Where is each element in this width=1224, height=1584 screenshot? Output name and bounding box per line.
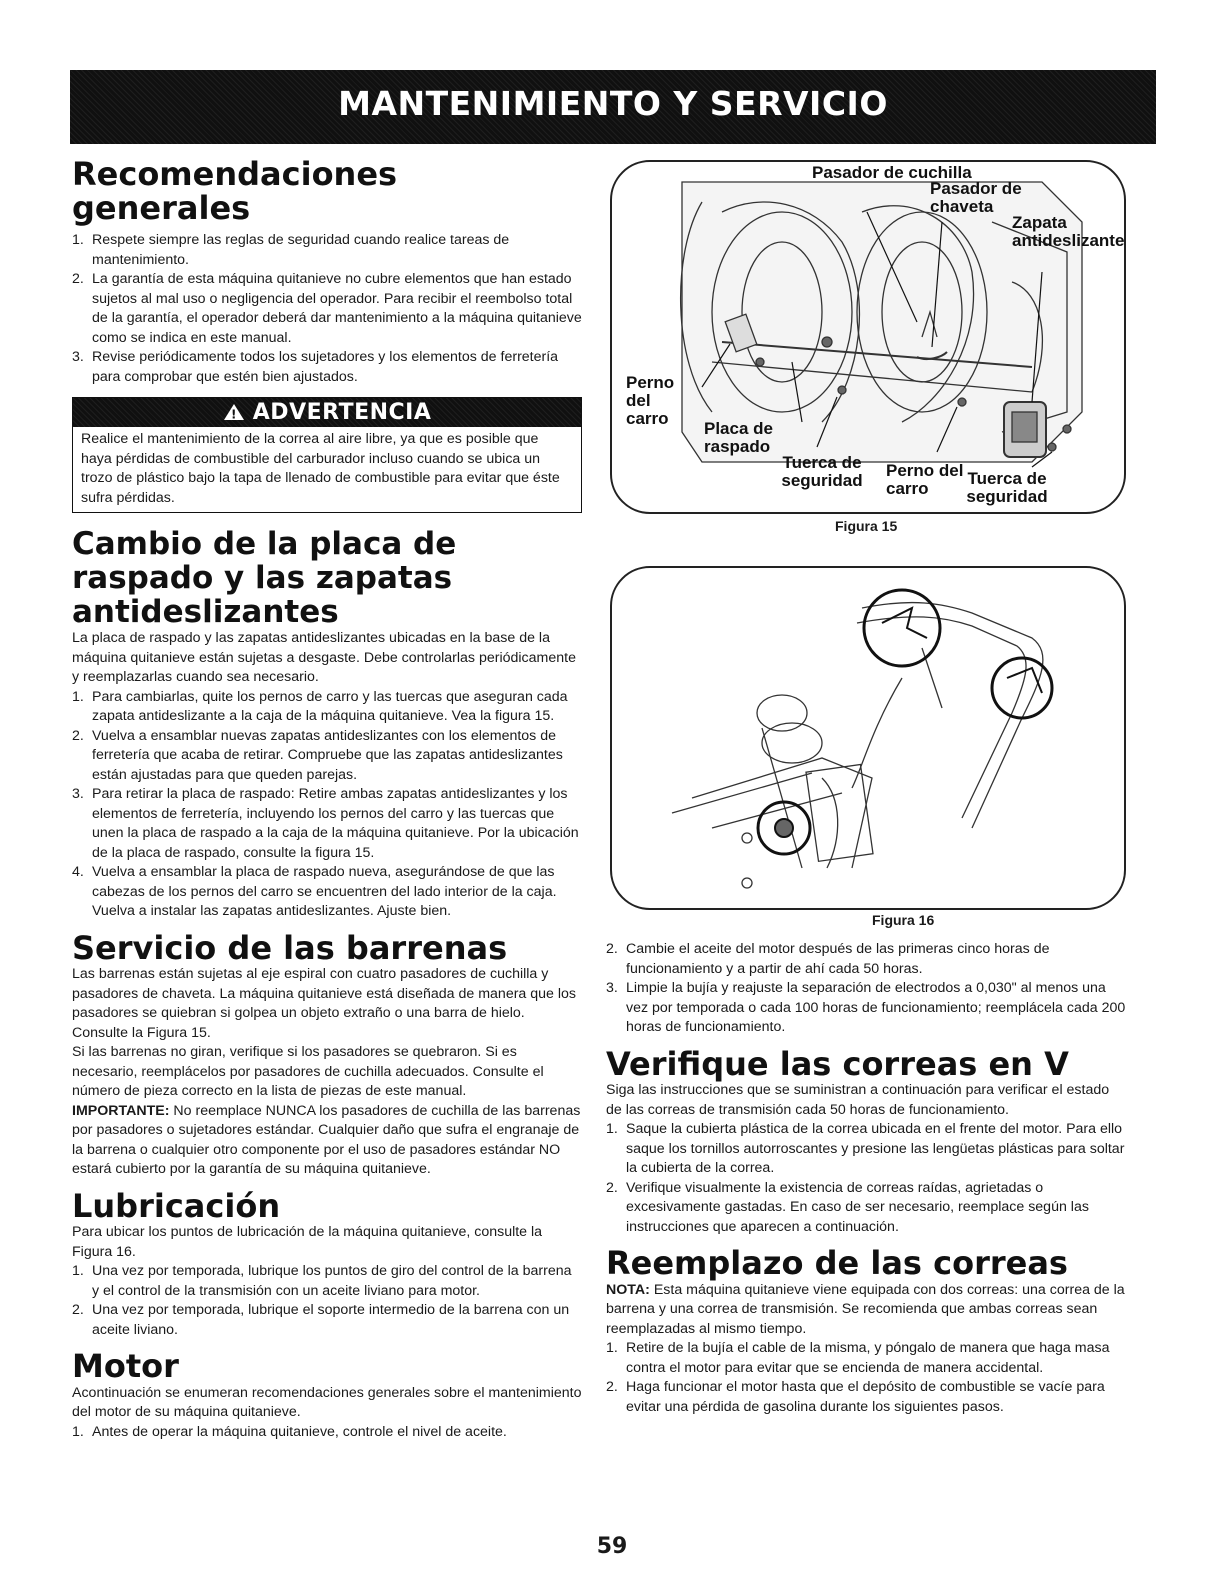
replace-title: Reemplazo de las correas [606,1244,1068,1283]
right-column [606,940,1126,1417]
lubrication-intro: Para ubicar los puntos de lubricación de la máquina quitanieve, consulte la Figura 16. [72,1224,543,1260]
lubrication-points-illustration [612,568,1124,908]
vbelts-list [606,1120,1126,1237]
label-cotter-pin: Pasador de chaveta [930,179,1022,216]
general-list [72,231,582,387]
warning-box [72,397,582,513]
augers-p1: Las barrenas están sujetas al eje espiral con cuatro pasadores de cuchilla y pasadores de chaveta. La máquina quitanieve está diseñada de manera que los pasadores se quiebran si golpea un objeto extraño o una barra de hielo. Consulte la Figura 15. [72,966,577,1041]
list-item: 2. Una vez por temporada, lubrique el soporte intermedio de la barrena con un aceite liviano. [72,1302,570,1338]
list-item: 3. Revise periódicamente todos los sujetadores y los elementos de ferretería para comprobar que estén bien ajustados. [72,349,559,385]
scraper-intro: La placa de raspado y las zapatas antideslizantes ubicadas en la base de la máquina quitanieve están sujetas a desgaste. Debe controlarlas periódicamente y reemplazarlas cuando sea necesario. [72,630,576,686]
label-shear-pin: Pasador de cuchilla [812,163,972,182]
scraper-title: Cambio de la placa de raspado y las zapatas antideslizantes [72,526,457,631]
section-banner [70,70,1156,144]
figure-16 [610,566,1126,910]
label-lock-nut-left: Tuerca de seguridad [781,453,863,490]
lubrication-list [72,1262,582,1340]
general-title: Recomendaciones generales [72,155,398,227]
list-item: 4. Vuelva a ensamblar la placa de raspado nueva, asegurándose de que las cabezas de los pernos del carro se encuentren del lado interior de la caja. Vuelva a instalar las zapatas antideslizantes. Ajuste bien. [72,864,557,920]
label-skid-shoe: Zapata antideslizante [1012,213,1125,250]
warning-text: Realice el mantenimiento de la correa al aire libre, ya que es posible que haya pérdidas de combustible del carburador incluso cuando se ubica un trozo de plástico bajo la tapa de llenado de combustible para evitar que éste sufra pérdidas. [81,431,560,506]
list-item: 1. Para cambiarlas, quite los pernos de carro y las tuercas que aseguran cada zapata antideslizante a la caja de la máquina quitanieve. Vea la figura 15. [72,688,568,725]
list-item: 2. Vuelva a ensamblar nuevas zapatas antideslizantes con los elementos de ferretería que acaba de retirar. Compruebe que las zapatas antideslizantes están ajustadas para que queden parejas. [72,727,563,783]
label-carriage-bolt-left: Perno del carro [626,373,675,428]
list-item: 1. Antes de operar la máquina quitanieve, controle el nivel de aceite. [72,1423,507,1440]
vbelts-intro: Siga las instrucciones que se suministran a continuación para verificar el estado de las correas de transmisión cada 50 horas de funcionamiento. [606,1082,1110,1118]
replace-list [606,1339,1126,1417]
label-scraper-plate: Placa de raspado [704,419,773,456]
figure-15-caption: Figura 15 [835,518,898,534]
replace-note: NOTA: Esta máquina quitanieve viene equipada con dos correas: una correa de la barrena y una correa de transmisión. Se recomienda que ambas correas sean reemplazadas al mismo tiempo. [606,1281,1125,1337]
list-item: 3. Para retirar la placa de raspado: Retire ambas zapatas antideslizantes y los elementos de ferretería, incluyendo los pernos del carro y las tuercas que unen la placa de raspado a la caja de la máquina quitanieve. Por la ubicación de la placa de raspado, consulte la figura 15. [72,786,579,861]
list-item: 2. Haga funcionar el motor hasta que el depósito de combustible se vacíe para evitar una pérdida de gasolina durante los siguientes pasos. [606,1379,1105,1415]
list-item: 2. Verifique visualmente la existencia de correas raídas, agrietadas o excesivamente gastadas. En caso de ser necesario, reemplace según las instrucciones que aparecen a continuación. [606,1179,1089,1235]
list-item: 1. Saque la cubierta plástica de la correa ubicada en el frente del motor. Para ello saque los tornillos autorroscantes y presione las lengüetas plásticas para soltar la cubierta de la correa. [606,1121,1125,1177]
label-carriage-bolt-right: Perno del carro [886,461,964,498]
list-item: 1. Respete siempre las reglas de seguridad cuando realice tareas de mantenimiento. [72,232,510,268]
warning-triangle-icon [223,402,245,420]
motor-title: Motor [72,1347,179,1386]
scraper-list [72,688,582,922]
augers-p2: Si las barrenas no giran, verifique si los pasadores se quebraron. Si es necesario, reemplácelos por pasadores de cuchilla adecuados. Consulte el número de pieza correcto en la lista de piezas de este manual. [72,1044,544,1100]
list-item: 2. La garantía de esta máquina quitanieve no cubre elementos que han estado sujetos al mal uso o negligencia del operador. Para recibir el reembolso total de la garantía, el operador deberá dar mantenimiento a la máquina quitanieve como se indica en este manual. [72,271,582,346]
augers-title: Servicio de las barrenas [72,928,508,967]
warning-header [73,398,581,427]
figure-16-caption: Figura 16 [872,912,935,928]
list-item: 1. Una vez por temporada, lubrique los puntos de giro del control de la barrena y el control de la transmisión con un aceite liviano para motor. [72,1263,572,1299]
motor-list-right [606,940,1126,1038]
list-item: 2. Cambie el aceite del motor después de las primeras cinco horas de funcionamiento y a partir de ahí cada 50 horas. [606,941,1050,977]
figure-15 [610,160,1126,514]
vbelts-title: Verifique las correas en V [606,1044,1069,1083]
svg-text:!: ! [230,407,237,422]
list-item: 3. Limpie la bujía y reajuste la separación de electrodos a 0,030" al menos una vez por temporada o cada 100 horas de funcionamiento; reemplácela cada 200 horas de funcionamiento. [606,980,1126,1035]
warning-title: ADVERTENCIA [252,400,432,426]
page-number: 59 [596,1534,628,1559]
list-item: 1. Retire de la bujía el cable de la misma, y póngalo de manera que haga masa contra el motor para evitar que se encienda de manera accidental. [606,1340,1110,1376]
label-lock-nut-right: Tuerca de seguridad [966,469,1048,506]
left-column [72,150,582,1442]
augers-important: IMPORTANTE: No reemplace NUNCA los pasadores de cuchilla de las barrenas por pasadores o sujetadores estándar. Cualquier daño que sufra el engranaje de la barrena o cualquier otro componente por el uso de pasadores estándar NO estará cubierto por la garantía de su máquina quitanieve. [72,1102,581,1178]
banner-title: MANTENIMIENTO Y SERVICIO [338,84,888,123]
motor-intro: Acontinuación se enumeran recomendaciones generales sobre el mantenimiento del motor de su máquina quitanieve. [72,1384,582,1421]
lubrication-title: Lubricación [72,1186,281,1225]
motor-list-left [72,1423,582,1443]
